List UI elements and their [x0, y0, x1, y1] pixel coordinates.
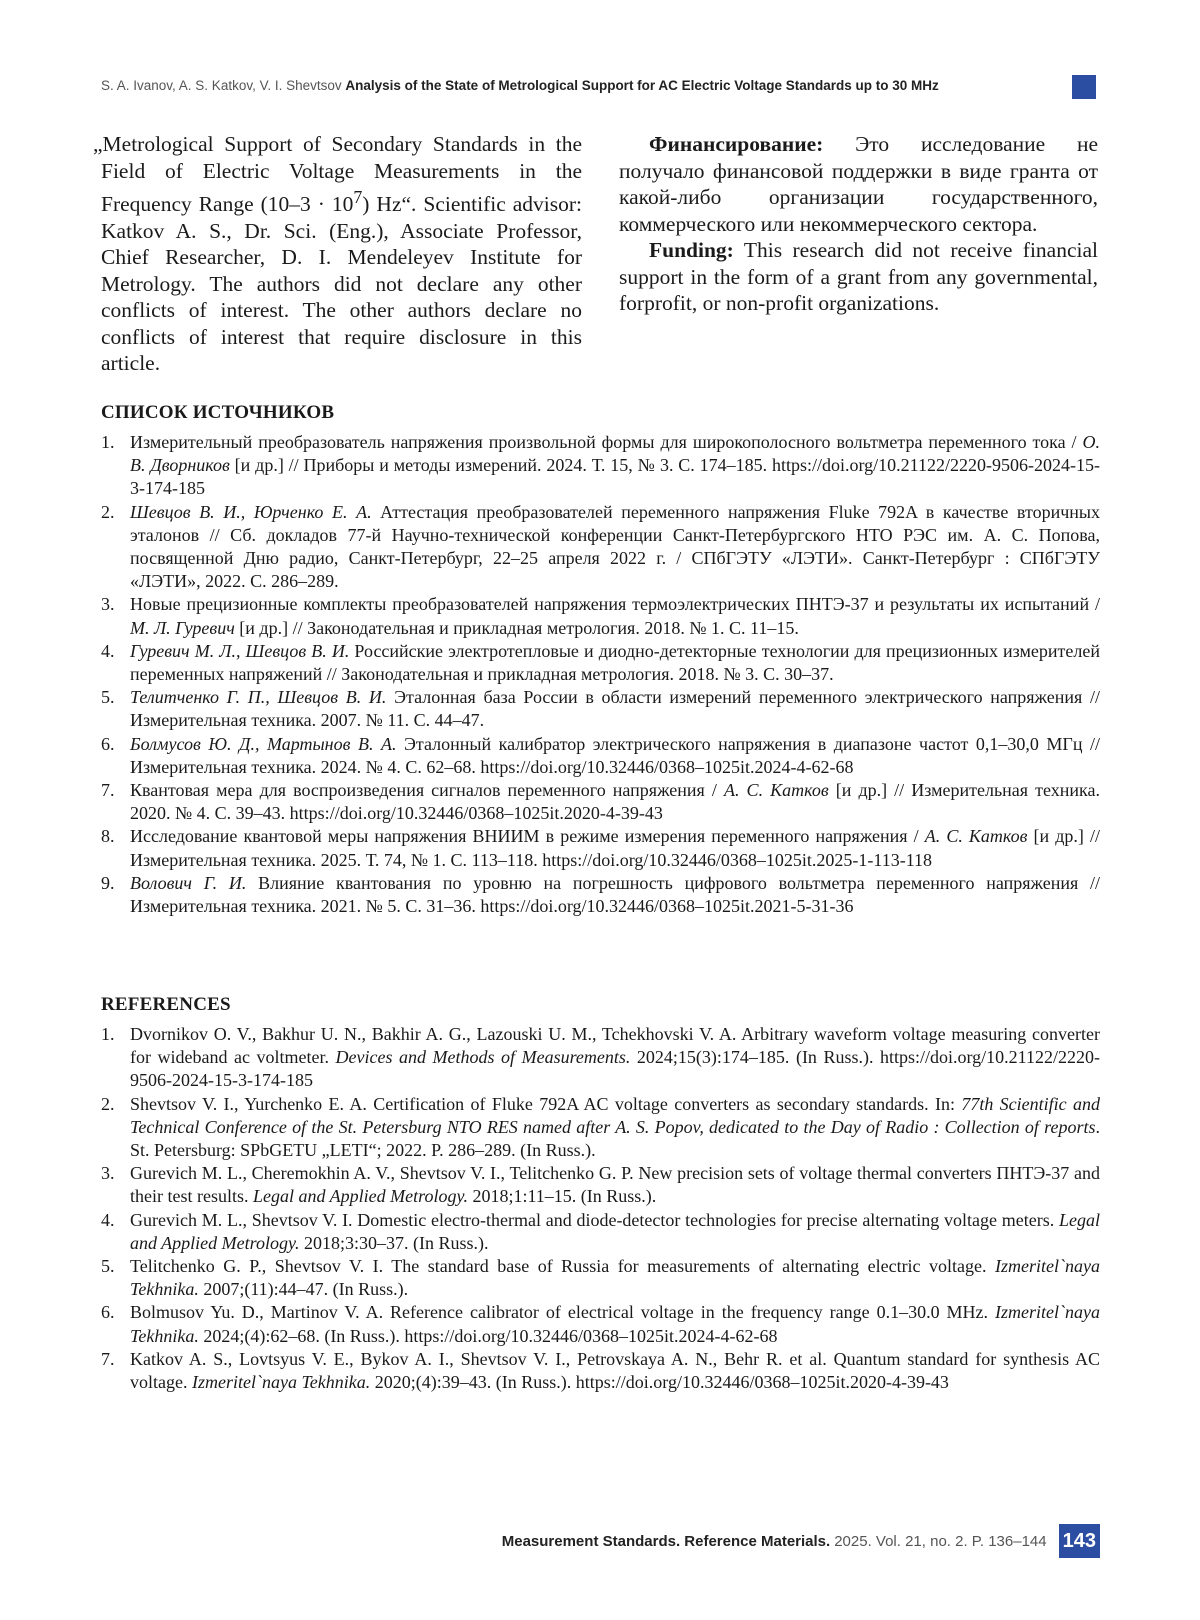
footer-citation: 2025. Vol. 21, no. 2. P. 136–144: [834, 1532, 1047, 1550]
page-footer: [502, 1524, 1100, 1558]
reference-item: 4. Gurevich M. L., Shevtsov V. I. Domestic electro-thermal and diode-detector technologies for precise alternating voltage meters. Legal and Applied Metrology. 2018;3:30–37. (In Russ.).: [101, 1209, 1100, 1253]
references-en-title: REFERENCES: [101, 994, 231, 1015]
reference-number: 4.: [101, 640, 115, 661]
reference-italic: Legal and Applied Metrology.: [252, 1186, 468, 1207]
reference-number: 8.: [101, 826, 115, 847]
reference-item: 4. Гуревич М. Л., Шевцов В. И. Российские электротепловые и диодно-детекторные технологии для прецизионных измерителей переменных напряжений // Законодательная и прикладная метрология. 2018. № 3. С. 30–37.: [101, 640, 1100, 685]
sources-ru-title: СПИСОК ИСТОЧНИКОВ: [101, 402, 335, 423]
reference-number: 3.: [101, 1163, 115, 1184]
reference-italic: О. В. Дворников: [130, 432, 1100, 476]
reference-number: 1.: [101, 432, 115, 452]
reference-italic: Izmeritel`naya Tekhnika.: [130, 1302, 1100, 1346]
reference-italic: Болмусов Ю. Д., Мартынов В. А.: [130, 733, 397, 754]
conflict-of-interest-text: „Metrological Support of Secondary Standards in the Field of Electric Voltage Measurements in the Frequency Range $(10-3 \cdot 10^7)$ Hz“. Scientific advisor: Katkov A. S., Dr. Sci. (Eng.), Associate Professor, Chief Researcher, D. I. Mendeleyev Institute for Metrology. The authors did not declare any other conflicts of interest. The other authors declare no conflicts of interest that require disclosure in this article.: [93, 132, 582, 376]
reference-item: 6. Bolmusov Yu. D., Martinov V. A. Reference calibrator of electrical voltage in the frequency range 0.1–30.0 MHz. Izmeritel`naya Tekhnika. 2024;(4):62–68. (In Russ.). https://doi.org/10.32446/0368–1025it.2024-4-62-68: [101, 1302, 1100, 1346]
reference-item: 6. Болмусов Ю. Д., Мартынов В. А. Эталонный калибратор электрического напряжения в диапазоне частот 0,1–30,0 МГц // Измерительная техника. 2024. № 4. С. 62–68. https://doi.org/10.32446/0368–1025it.2024-4-62-68: [101, 733, 1101, 777]
reference-italic: Devices and Methods of Measurements.: [335, 1047, 631, 1068]
reference-item: 1. Измерительный преобразователь напряжения произвольной формы для широкополосного вольтметра переменного тока / О. В. Дворников [и др.] // Приборы и методы измерений. 2024. Т. 15, № 3. С. 174–185. https://doi.org/10.21122/2220-9506-2024-15-3-174-185: [101, 432, 1100, 499]
reference-number: 6.: [101, 733, 115, 754]
reference-number: 9.: [101, 872, 115, 893]
funding-en: Funding: This research did not receive financial support in the form of a grant from any governmental, forprofit, or non-profit organizations.: [619, 238, 1098, 315]
reference-item: 8. Исследование квантовой меры напряжения ВНИИМ в режиме измерения переменного напряжения / А. С. Катков [и др.] // Измерительная техника. 2025. Т. 74, № 1. С. 113–118. https://doi.org/10.32446/0368–1025it.2025-1-113-118: [101, 826, 1100, 870]
reference-italic: Телитченко Г. П., Шевцов В. И.: [130, 687, 387, 708]
reference-italic: А. С. Катков: [924, 826, 1028, 847]
reference-item: 9. Волович Г. И. Влияние квантования по уровню на погрешность цифрового вольтметра переменного напряжения // Измерительная техника. 2021. № 5. С. 31–36. https://doi.org/10.32446/0368–1025it.2021-5-31-36: [101, 872, 1101, 917]
reference-item: 1. Dvornikov O. V., Bakhur U. N., Bakhir A. G., Lazouski U. M., Tchekhovski V. A. Arbitrary waveform voltage measuring converter for wideband ac voltmeter. Devices and Methods of Measurements. 2024;15(3):174–185. (In Russ.). https://doi.org/10.21122/2220-9506-2024-15-3-174-185: [101, 1024, 1101, 1091]
reference-item: 3. Gurevich M. L., Cheremokhin A. V., Shevtsov V. I., Telitchenko G. P. New precision sets of voltage thermal converters ПНТЭ-37 and their test results. Legal and Applied Metrology. 2018;1:11–15. (In Russ.).: [101, 1163, 1100, 1207]
page-number: 143: [1059, 1524, 1100, 1558]
header-authors: S. A. Ivanov, A. S. Katkov, V. I. Shevtsov: [101, 78, 342, 93]
reference-item: 3. Новые прецизионные комплекты преобразователей напряжения термоэлектрических ПНТЭ-37 и результаты их испытаний / М. Л. Гуревич [и др.] // Законодательная и прикладная метрология. 2018. № 1. С. 11–15.: [101, 594, 1100, 638]
funding-statement: [619, 131, 1098, 317]
reference-item: 5. Телитченко Г. П., Шевцов В. И. Эталонная база России в области измерений переменного электрического напряжения // Измерительная техника. 2007. № 11. С. 44–47.: [101, 687, 1100, 731]
funding-ru: Финансирование: Это исследование не получало финансовой поддержки в виде гранта от какой-либо организации государственного, коммерческого или некоммерческого сектора.: [619, 132, 1098, 236]
running-header: [101, 78, 1061, 93]
reference-item: 7. Квантовая мера для воспроизведения сигналов переменного напряжения / А. С. Катков [и др.] // Измерительная техника. 2020. № 4. С. 39–43. https://doi.org/10.32446/0368–1025it.2020-4-39-43: [101, 780, 1100, 824]
reference-item: 7. Katkov A. S., Lovtsyus V. E., Bykov A. I., Shevtsov V. I., Petrovskaya A. N., Behr R. et al. Quantum standard for synthesis AC voltage. Izmeritel`naya Tekhnika. 2020;(4):39–43. (In Russ.). https://doi.org/10.32446/0368–1025it.2020-4-39-43: [101, 1348, 1100, 1393]
reference-item: 2. Шевцов В. И., Юрченко Е. А. Аттестация преобразователей переменного напряжения Fluke 792A в качестве вторичных эталонов // Сб. докладов 77-й Научно-технической конференции Санкт-Петербургского НТО РЭС им. А. С. Попова, посвященной Дню радио, Санкт-Петербург, 22–25 апреля 2022 г. / СПбГЭТУ «ЛЭТИ». Санкт-Петербург : СПбГЭТУ «ЛЭТИ», 2022. С. 286–289.: [101, 501, 1100, 592]
reference-number: 3.: [101, 594, 115, 615]
header-accent-square: [1072, 75, 1096, 99]
header-article-title: Analysis of the State of Metrological Support for AC Electric Voltage Standards up to 30 MHz: [345, 78, 939, 93]
reference-number: 2.: [101, 501, 115, 522]
reference-italic: А. С. Катков: [723, 780, 829, 801]
sources-ru-list: [101, 431, 1100, 918]
reference-italic: Волович Г. И.: [130, 872, 247, 893]
reference-number: 5.: [101, 687, 115, 708]
references-en-list: [101, 1023, 1100, 1394]
reference-number: 6.: [101, 1302, 115, 1323]
reference-italic: М. Л. Гуревич: [130, 617, 235, 638]
reference-number: 1.: [101, 1024, 115, 1044]
reference-number: 5.: [101, 1256, 115, 1277]
reference-number: 7.: [101, 780, 115, 801]
reference-italic: Гуревич М. Л., Шевцов В. И.: [130, 640, 350, 661]
reference-italic: Шевцов В. И., Юрченко Е. А.: [130, 501, 372, 522]
reference-italic: Legal and Applied Metrology.: [130, 1209, 1100, 1253]
reference-italic: Izmeritel`naya Tekhnika.: [130, 1256, 1100, 1300]
reference-number: 2.: [101, 1093, 115, 1114]
reference-italic: 77th Scientific and Technical Conference of the St. Petersburg NTO RES named after A. S. Popov, dedicated to the Day of Radio : Collection of reports: [130, 1093, 1100, 1137]
footer-journal: Measurement Standards. Reference Materials.: [501, 1532, 831, 1550]
reference-number: 4.: [101, 1209, 115, 1230]
reference-italic: Izmeritel`naya Tekhnika.: [191, 1372, 371, 1393]
reference-number: 7.: [101, 1348, 115, 1369]
reference-item: 2. Shevtsov V. I., Yurchenko E. A. Certification of Fluke 792A AC voltage converters as secondary standards. In: 77th Scientific and Technical Conference of the St. Petersburg NTO RES named after A. S. Popov, dedicated to the Day of Radio : Collection of reports. St. Petersburg: SPbGETU „LETI“; 2022. P. 286–289. (In Russ.).: [101, 1093, 1100, 1161]
reference-item: 5. Telitchenko G. P., Shevtsov V. I. The standard base of Russia for measurements of alternating electric voltage. Izmeritel`naya Tekhnika. 2007;(11):44–47. (In Russ.).: [101, 1256, 1100, 1300]
